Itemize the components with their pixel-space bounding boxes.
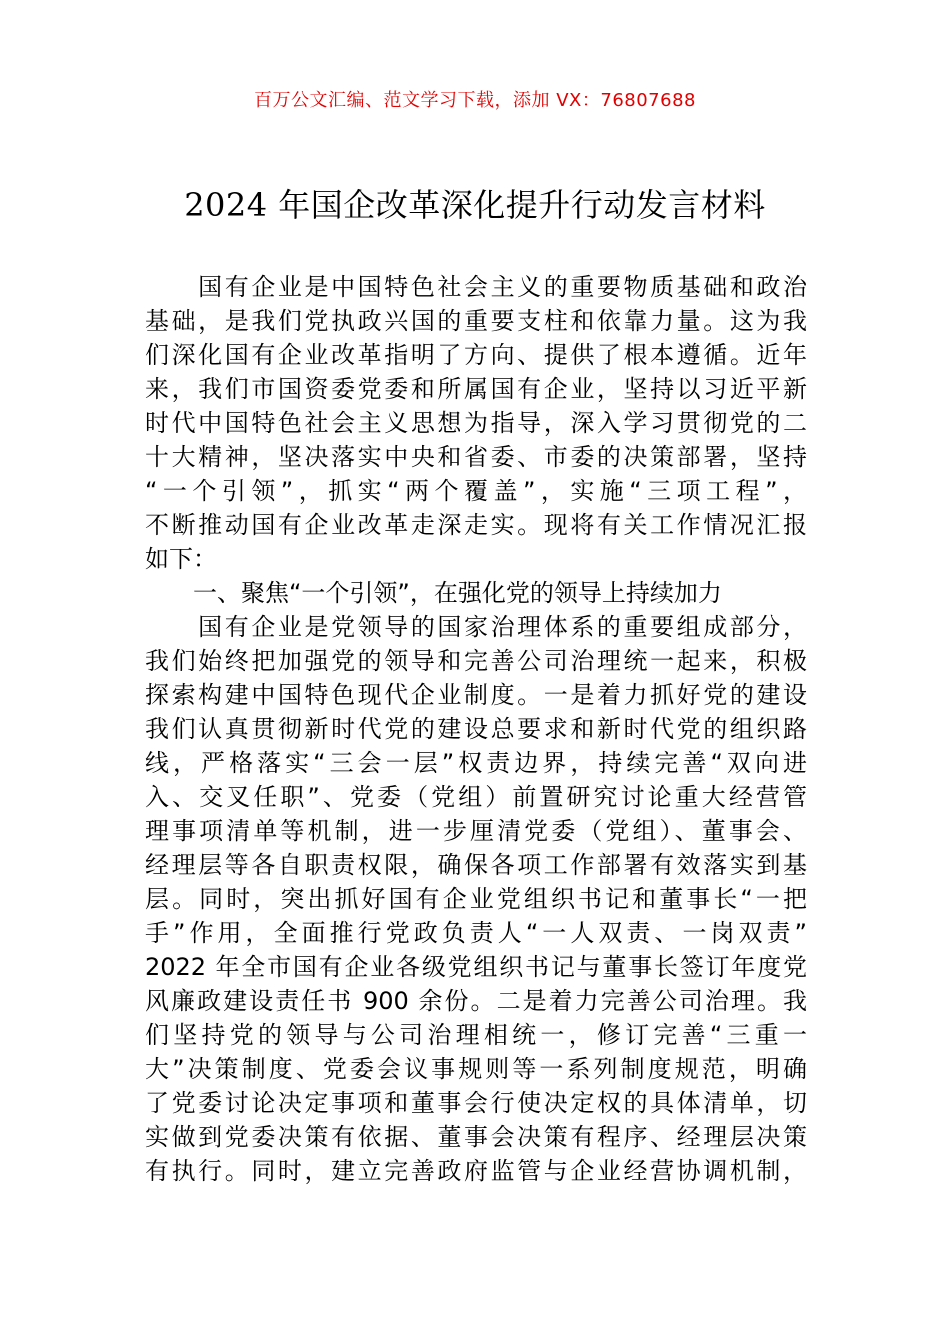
body-line: 们坚持党的领导与公司治理相统一，修订完善“三重一 — [145, 1021, 807, 1049]
body-line: 如下： — [145, 545, 217, 573]
body-line: 我们认真贯彻新时代党的建设总要求和新时代党的组织路 — [145, 715, 807, 743]
body-line: “一个引领”，抓实“两个覆盖”，实施“三项工程”， — [145, 477, 807, 505]
body-line: 们深化国有企业改革指明了方向、提供了根本遵循。近年 — [145, 341, 807, 369]
body-line: 不断推动国有企业改革走深走实。现将有关工作情况汇报 — [145, 511, 807, 539]
body-line: 国有企业是党领导的国家治理体系的重要组成部分， — [145, 613, 807, 641]
header-note: 百万公文汇编、范文学习下载，添加 VX：76807688 — [254, 90, 696, 111]
document-title: 2024 年国企改革深化提升行动发言材料 — [184, 186, 766, 224]
body-line: 国有企业是中国特色社会主义的重要物质基础和政治 — [145, 273, 807, 301]
body-line: 十大精神，坚决落实中央和省委、市委的决策部署，坚持 — [145, 443, 807, 471]
body-line: 手”作用，全面推行党政负责人“一人双责、一岗双责” — [145, 919, 807, 947]
body-line: 2022 年全市国有企业各级党组织书记与董事长签订年度党 — [145, 953, 807, 981]
body-line: 大”决策制度、党委会议事规则等一系列制度规范，明确 — [145, 1055, 807, 1083]
body-line: 理事项清单等机制，进一步厘清党委（党组）、董事会、 — [145, 817, 807, 845]
body-line: 层。同时，突出抓好国有企业党组织书记和董事长“一把 — [145, 885, 807, 913]
body-line: 了党委讨论决定事项和董事会行使决定权的具体清单，切 — [145, 1089, 807, 1117]
body-line: 基础，是我们党执政兴国的重要支柱和依靠力量。这为我 — [145, 307, 807, 335]
body-line: 入、交叉任职”、党委（党组）前置研究讨论重大经营管 — [145, 783, 807, 811]
body-line: 风廉政建设责任书 900 余份。二是着力完善公司治理。我 — [145, 987, 807, 1015]
body-line: 线，严格落实“三会一层”权责边界，持续完善“双向进 — [145, 749, 807, 777]
body-line: 来，我们市国资委党委和所属国有企业，坚持以习近平新 — [145, 375, 807, 403]
section-heading: 一、聚焦“一个引领”，在强化党的领导上持续加力 — [145, 579, 722, 607]
body-line: 时代中国特色社会主义思想为指导，深入学习贯彻党的二 — [145, 409, 807, 437]
body-line: 经理层等各自职责权限，确保各项工作部署有效落实到基 — [145, 851, 807, 879]
body-line: 有执行。同时，建立完善政府监管与企业经营协调机制， — [145, 1157, 807, 1185]
body-line: 实做到党委决策有依据、董事会决策有程序、经理层决策 — [145, 1123, 807, 1151]
body-line: 探索构建中国特色现代企业制度。一是着力抓好党的建设 — [145, 681, 807, 709]
body-line: 我们始终把加强党的领导和完善公司治理统一起来，积极 — [145, 647, 807, 675]
